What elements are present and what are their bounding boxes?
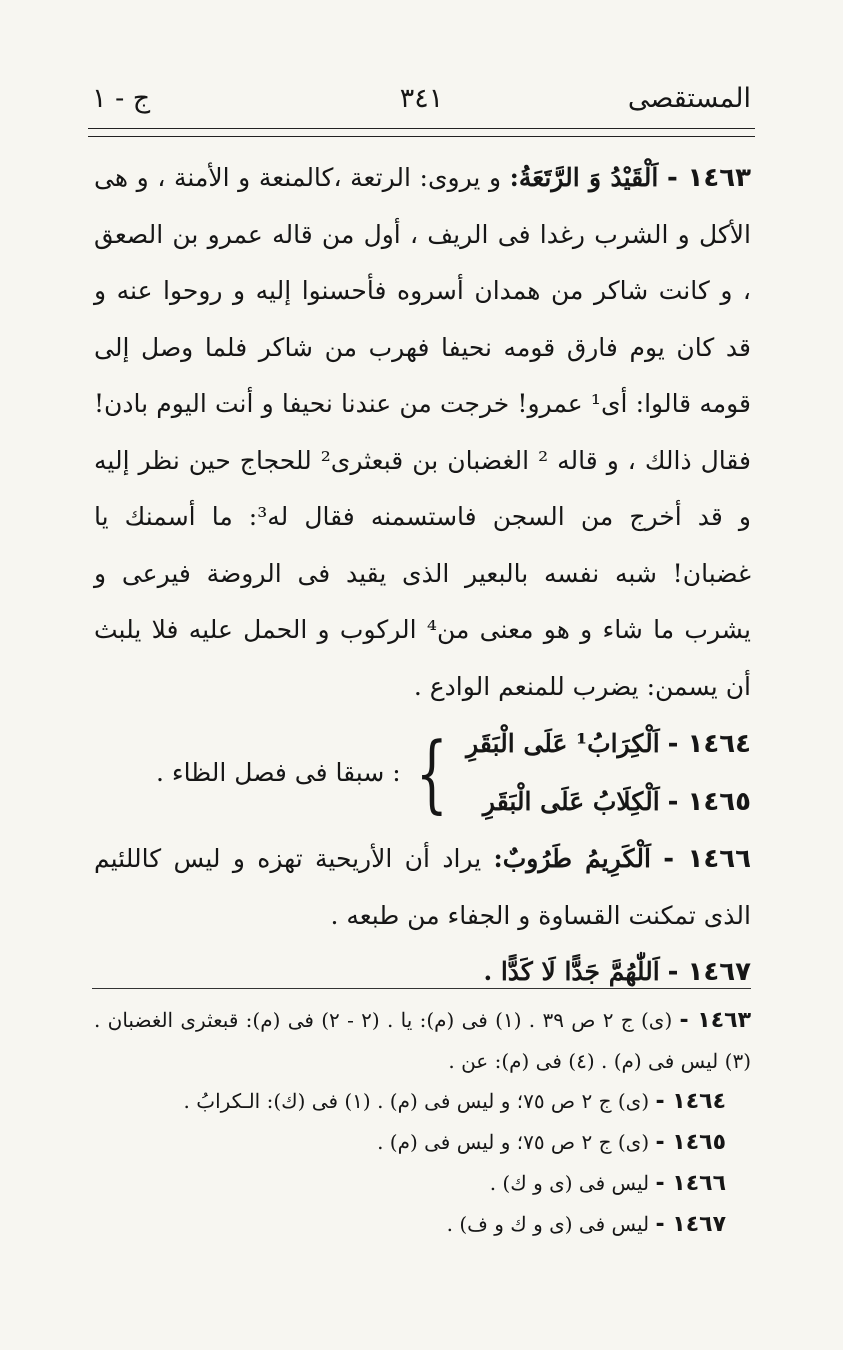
footnote-1467 <box>94 1204 751 1245</box>
entry-number: ١٤٦٧ - <box>667 957 751 987</box>
running-header <box>92 78 751 122</box>
entry-headword: اَللّٰهُمَّ جَدًّا لَا كَدًّا . <box>483 957 660 986</box>
footnote-number: ١٤٦٤ - <box>655 1089 726 1114</box>
footnote-number: ١٤٦٣ - <box>679 1008 751 1033</box>
footnote-number: ١٤٦٥ - <box>655 1130 726 1155</box>
entry-text: و يروى: الرتعة ،كالمنعة و الأمنة ، و هى الأكل و الشرب رغدا فى الريف ، أول من قاله عمرو بن الصعق ، و كانت شاكر من همدان أسروه فأحسنوا إليه و روحوا عنه و قد كان يوم فارق قومه نحيفا فهرب من شاكر فلما وصل إلى قومه قالوا: أى¹ عمرو! خرجت من عندنا نحيفا و أنت اليوم بادن! فقال ذالك ، و قاله ² الغضبان بن قبعثرى² للحجاج حين نظر إليه و قد أخرج من السجن فاستسمنه فقال له³: ما أسمنك يا غضبان! شبه نفسه بالبعير الذى يقيد فى الروضة فيرعى و يشرب ما شاء و هو معنى من⁴ الركوب و الحمل عليه فلا يلبث أن يسمن: يضرب للمنعم الوادع . <box>94 163 752 701</box>
entry-headword: اَلْكِلَابُ عَلَى الْبَقَرِ <box>482 787 660 816</box>
entry-headword: اَلْكِرَابُ¹ عَلَى الْبَقَرِ <box>466 729 660 758</box>
footnote-number: ١٤٦٧ - <box>655 1212 726 1237</box>
entry-headword: اَلْقَيْدُ وَ الرَّتَعَةُ: <box>509 163 659 192</box>
footnote-number: ١٤٦٦ - <box>655 1171 726 1196</box>
header-rule-bottom <box>88 136 755 137</box>
footnote-1463 <box>94 1000 751 1081</box>
entry-group-1464-1465 <box>94 715 751 831</box>
main-text <box>94 150 751 1001</box>
footnotes <box>94 1000 751 1245</box>
footnote-text: ليس فى (ى و ك و ف) . <box>446 1212 650 1236</box>
footnote-text: (ى) ج ٢ ص ٣٩ . (١) فى (م): يا . (٢ - ٢) فى (م): قبعثرى الغضبان . (٣) ليس فى (م) . (٤) فى (م): عن . <box>94 1008 751 1073</box>
entry-number: ١٤٦٣ - <box>667 163 751 193</box>
footnote-1464 <box>94 1081 751 1122</box>
entry-1464 <box>466 715 751 773</box>
footnote-1465 <box>94 1122 751 1163</box>
footnote-text: ليس فى (ى و ك) . <box>489 1171 650 1195</box>
footnote-1466 <box>94 1163 751 1204</box>
bracketed-entries <box>466 715 751 831</box>
header-rule-top <box>88 128 755 129</box>
footnote-separator <box>92 988 751 989</box>
footnote-text: (ى) ج ٢ ص ٧٥؛ و ليس فى (م) . <box>377 1130 650 1154</box>
entry-number: ١٤٦٥ - <box>667 787 751 817</box>
entry-1465 <box>466 773 751 831</box>
bracket-note: : سبقا فى فصل الظاء . <box>156 757 401 787</box>
curly-brace: } <box>415 724 448 822</box>
book-title: المستقصى <box>627 83 751 114</box>
volume-number: ج - ١ <box>92 83 151 114</box>
page-number: ٣٤١ <box>399 83 444 114</box>
entry-1466 <box>94 831 751 944</box>
footnote-text: (ى) ج ٢ ص ٧٥؛ و ليس فى (م) . (١) فى (ك): الـكرابُ . <box>183 1089 650 1113</box>
entry-text: يراد أن الأريحية تهزه و ليس كاللئيم الذى تمكنت القساوة و الجفاء من طبعه . <box>94 844 751 930</box>
entry-headword: اَلْكَرِيمُ طَرُوبٌ: <box>493 844 651 873</box>
entry-number: ١٤٦٤ - <box>667 729 751 759</box>
entry-1467 <box>94 944 751 1001</box>
entry-number: ١٤٦٦ - <box>663 844 752 874</box>
entry-1463 <box>94 150 751 715</box>
